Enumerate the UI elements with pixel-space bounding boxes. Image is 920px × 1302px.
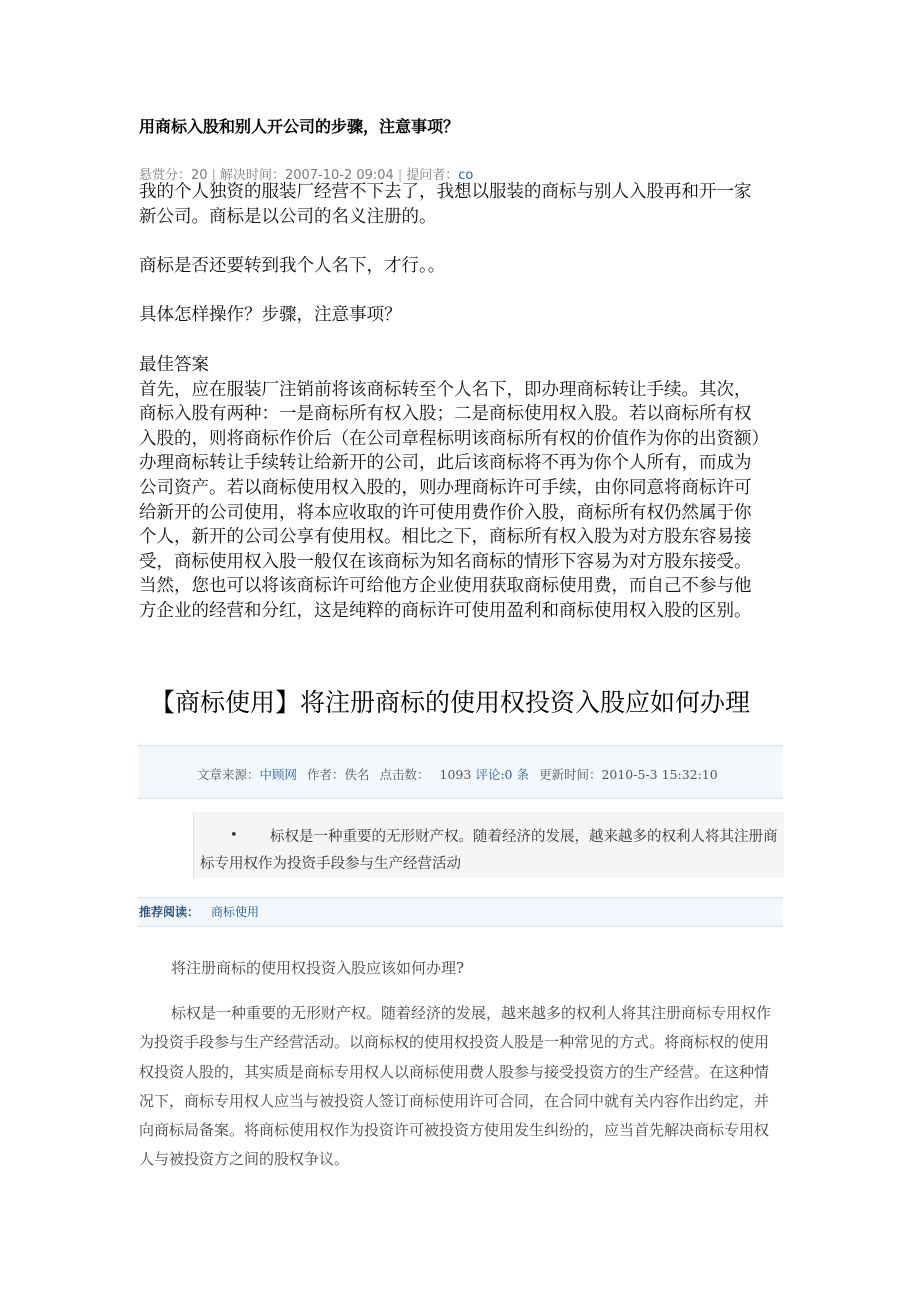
author: 作者：佚名	[307, 767, 370, 782]
answer-line: 首先，应在服装厂注销前将该商标转至个人名下，即办理商标转让手续。其次，	[139, 379, 752, 400]
answer-heading: 最佳答案	[139, 355, 209, 375]
question-line: 具体怎样操作？步骤，注意事项？	[139, 304, 402, 325]
article-paragraph: 标权是一种重要的无形财产权。随着经济的发展，越来越多的权利人将其注册商标专用权作为投资手段参与生产经营活动。以商标权的使用权投资人股是一种常见的方式。将商标权的使用权投资人股的，其实质是商标专用权人以商标使用费人股参与接受投资方的生产经营。在这种情况下，商标专用权人应当与被投资人签订商标使用许可合同，在合同中就有关内容作出约定，并向商标局备案。将商标使用权作为投资许可被投资方使用发生纠纷的，应当首先解决商标专用权人与被投资方之间的股权争议。	[139, 1004, 772, 1169]
article-subtitle: 将注册商标的使用权投资入股应该如何办理?	[171, 959, 465, 977]
recommend-bar	[139, 897, 783, 927]
answer-line: 办理商标转让手续转让给新开的公司，此后该商标将不再为你个人所有，而成为	[139, 453, 752, 474]
recommend-label: 推荐阅读：	[139, 905, 200, 919]
question-body	[139, 180, 789, 327]
asker-label: 提问者：	[406, 168, 459, 183]
question-line: 新公司。商标是以公司的名义注册的。	[139, 206, 437, 227]
recommend-link[interactable]: 商标使用	[211, 905, 260, 919]
clicks-label: 点击数：	[379, 767, 430, 782]
answer-line: 商标入股有两种：一是商标所有权入股；二是商标使用权入股。若以商标所有权	[139, 404, 752, 425]
source-link[interactable]: 中顾网	[259, 767, 298, 782]
question-line: 商标是否还要转到我个人名下，才行。。	[139, 255, 446, 276]
question-title: 用商标入股和别人开公司的步骤，注意事项？	[139, 117, 460, 136]
clicks-count: 1093	[439, 767, 472, 782]
meta-separator: |	[397, 168, 403, 183]
meta-separator: |	[211, 168, 216, 183]
question-line: 我的个人独资的服装厂经营不下去了，我想以服装的商标与别人入股再和开一家	[139, 182, 752, 202]
answer-line: 入股的，则将商标作价后（在公司章程标明该商标所有权的价值作为你的出资额）	[139, 428, 769, 449]
solved-time: 解决时间：2007-10-2 09:04	[219, 168, 394, 183]
article-info-bar	[139, 745, 783, 799]
answer-line: 当然，您也可以将该商标许可给他方企业使用获取商标使用费，而自己不参与他	[139, 576, 752, 597]
source-label: 文章来源：	[197, 767, 260, 782]
answer-line: 个人，新开的公司公享有使用权。相比之下，商标所有权入股为对方股东容易接	[139, 527, 752, 548]
article-summary	[193, 812, 784, 878]
article-body	[139, 955, 783, 1175]
bullet-icon: •	[230, 828, 238, 843]
answer-line: 公司资产。若以商标使用权入股的，则办理商标许可手续，由你同意将商标许可	[139, 477, 752, 498]
summary-text: 标权是一种重要的无形财产权。随着经济的发展，越来越多的权利人将其注册商标专用权作为投资手段参与生产经营活动	[200, 829, 778, 872]
comments-link[interactable]: 评论:0 条	[475, 767, 529, 782]
best-answer	[139, 353, 789, 624]
article-info	[197, 765, 718, 783]
article-title: 【商标使用】将注册商标的使用权投资入股应如何办理	[150, 688, 751, 717]
answer-line: 受，商标使用权入股一般仅在该商标为知名商标的情形下容易为对方股东接受。	[139, 551, 752, 572]
reward: 悬赏分：20	[139, 168, 208, 183]
answer-line: 给新开的公司使用，将本应收取的许可使用费作价入股，商标所有权仍然属于你	[139, 502, 752, 523]
answer-line: 方企业的经营和分红，这是纯粹的商标许可使用盈利和商标使用权入股的区别。	[139, 600, 752, 621]
asker-link[interactable]: co	[458, 168, 474, 183]
update-time: 更新时间：2010-5-3 15:32:10	[538, 767, 718, 782]
